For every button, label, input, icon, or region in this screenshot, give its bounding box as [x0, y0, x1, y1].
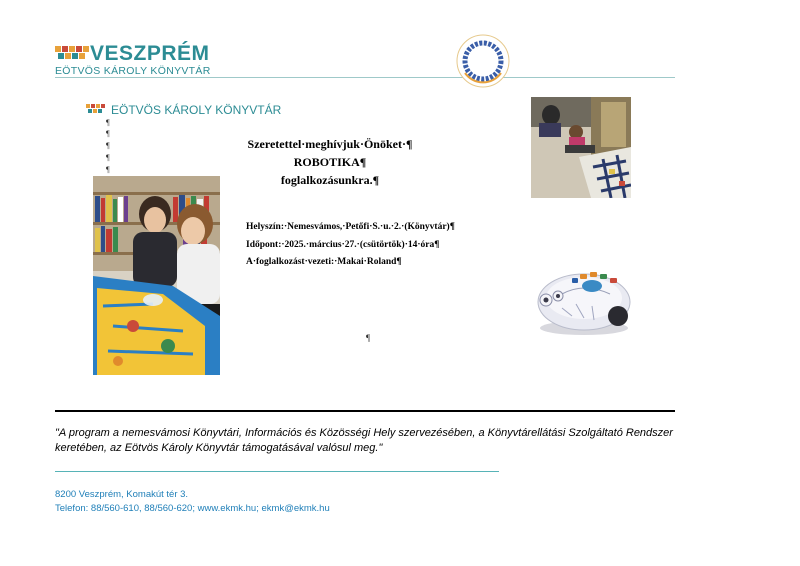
logo-city: VESZPRÉM [90, 42, 210, 65]
time-line: Időpont:·2025.·március·27.·(csütörtök)·14·óra¶ [246, 240, 440, 250]
inner-logo-text: EÖTVÖS KÁROLY KÖNYVTÁR [111, 103, 282, 117]
bluebot-robot-photo [532, 264, 634, 338]
pilcrow-mark: ¶ [106, 141, 110, 150]
inner-logo [86, 103, 286, 119]
logo-library: EÖTVÖS KÁROLY KÖNYVTÁR [55, 65, 211, 77]
small-mark: ¶ [366, 333, 371, 343]
address-line: 8200 Veszprém, Komakút tér 3. [55, 489, 189, 500]
invitation-line-3: foglalkozásunkra.¶ [280, 173, 380, 187]
pilcrow-mark: ¶ [106, 129, 110, 138]
location-line: Helyszín:·Nemesvámos,·Petőfi·S.·u.·2.·(Könyvtár)¶ [246, 222, 455, 232]
crown-icon [55, 46, 89, 52]
pilcrow-mark: ¶ [106, 118, 110, 127]
invitation-title: ROBOTIKA¶ [293, 155, 367, 169]
footer-divider [55, 410, 675, 412]
pilcrow-mark: ¶ [106, 165, 110, 174]
children-robot-photo [93, 176, 220, 375]
emblem-icon [455, 33, 511, 89]
inner-crown-icon [86, 104, 105, 108]
header-logo [55, 42, 215, 78]
invitation-line-1: Szeretettel·meghívjuk·Önöket·¶ [247, 137, 413, 151]
contact-line: Telefon: 88/560-610, 88/560-620; www.ekmk.hu; ekmk@ekmk.hu [55, 503, 330, 514]
contact-divider [55, 471, 499, 472]
classroom-robot-photo [531, 97, 631, 198]
header-divider [55, 77, 675, 78]
pilcrow-mark: ¶ [106, 153, 110, 162]
program-statement: "A program a nemesvámosi Könyvtári, Információs és Közösségi Hely szervezésében, a Könyvtárellátási Szolgáltató Rendszer keretében, az Eötvös Károly Könyvtár támogatásával valósul meg." [55, 427, 673, 454]
leader-line: A·foglalkozást·vezeti:·Makai·Roland¶ [246, 257, 402, 267]
